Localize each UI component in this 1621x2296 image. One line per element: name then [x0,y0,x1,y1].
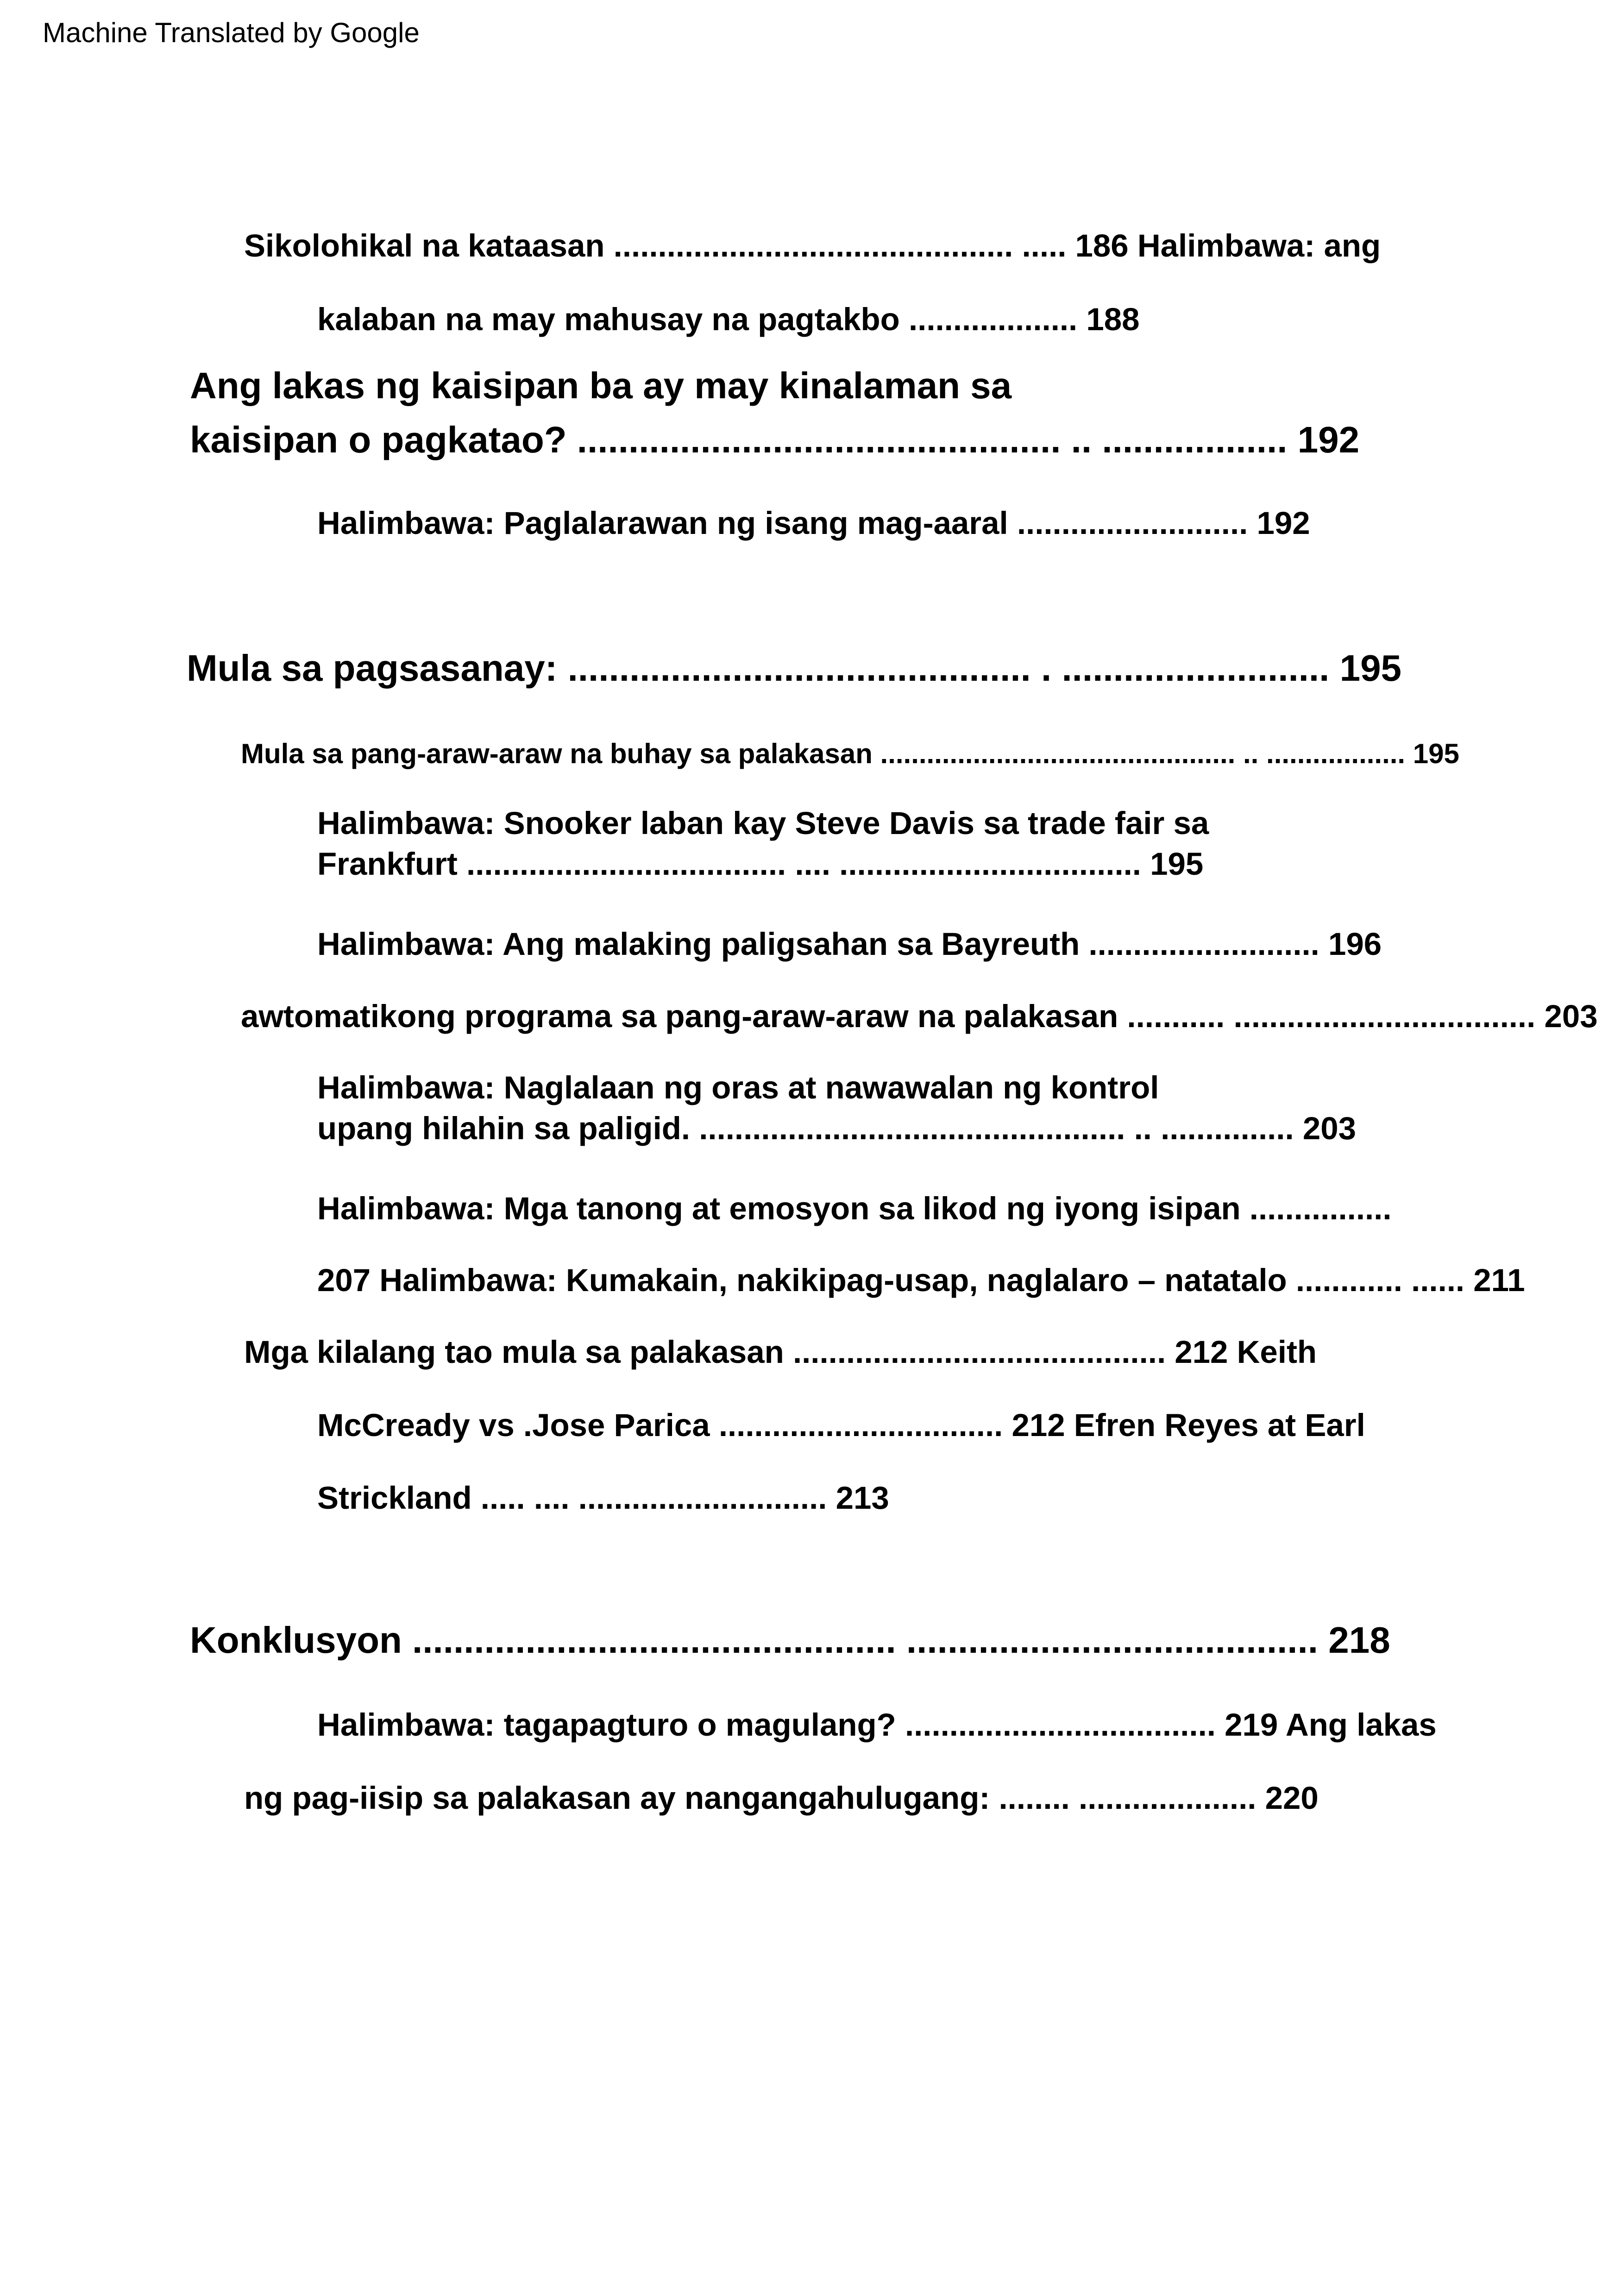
toc-line: kalaban na may mahusay na pagtakbo ................... 188 [317,301,1140,337]
toc-line: Halimbawa: tagapagturo o magulang? ................................... 219 Ang lakas [317,1707,1437,1743]
toc-line: Halimbawa: Snooker laban kay Steve Davis sa trade fair sa [317,805,1209,841]
toc-line: ng pag-iisip sa palakasan ay nangangahulugang: ........ .................... 220 [244,1780,1319,1816]
toc-line: Mga kilalang tao mula sa palakasan .......................................... 212 Keith [244,1334,1317,1370]
toc-line: Frankfurt .................................... .... .................................. 195 [317,846,1204,882]
toc-line: Sikolohikal na kataasan ............................................. ..... 186 Halimbawa: ang [244,228,1381,263]
toc-line: kaisipan o pagkatao? ............................................... .. .................. 192 [190,419,1360,460]
toc-line: Ang lakas ng kaisipan ba ay may kinalaman sa [190,365,1012,406]
toc-line: Strickland ..... .... ............................ 213 [317,1480,889,1516]
toc-line: Mula sa pagsasanay: ............................................. . .......................... 195 [187,647,1402,689]
toc-line: awtomatikong programa sa pang-araw-araw na palakasan ........... .................................. 203 [241,998,1598,1034]
toc-line: Konklusyon ............................................... ........................................ 218 [190,1619,1390,1661]
machine-translation-notice: Machine Translated by Google [43,17,420,48]
toc-line: Halimbawa: Paglalarawan ng isang mag-aaral .......................... 192 [317,505,1310,541]
toc-line: Halimbawa: Naglalaan ng oras at nawawalan ng kontrol [317,1070,1159,1105]
toc-line: 207 Halimbawa: Kumakain, nakikipag-usap, naglalaro – natatalo ............ ...... 211 [317,1262,1525,1298]
toc-line: McCready vs .Jose Parica ................................ 212 Efren Reyes at Earl [317,1407,1365,1443]
toc-line: upang hilahin sa paligid. ................................................ .. ............... 203 [317,1110,1356,1146]
toc-line: Mula sa pang-araw-araw na buhay sa palakasan .............................................. .. .................. 195 [241,738,1459,769]
toc-line: Halimbawa: Ang malaking paligsahan sa Bayreuth .......................... 196 [317,926,1382,962]
toc-line: Halimbawa: Mga tanong at emosyon sa likod ng iyong isipan ................ [317,1191,1392,1226]
